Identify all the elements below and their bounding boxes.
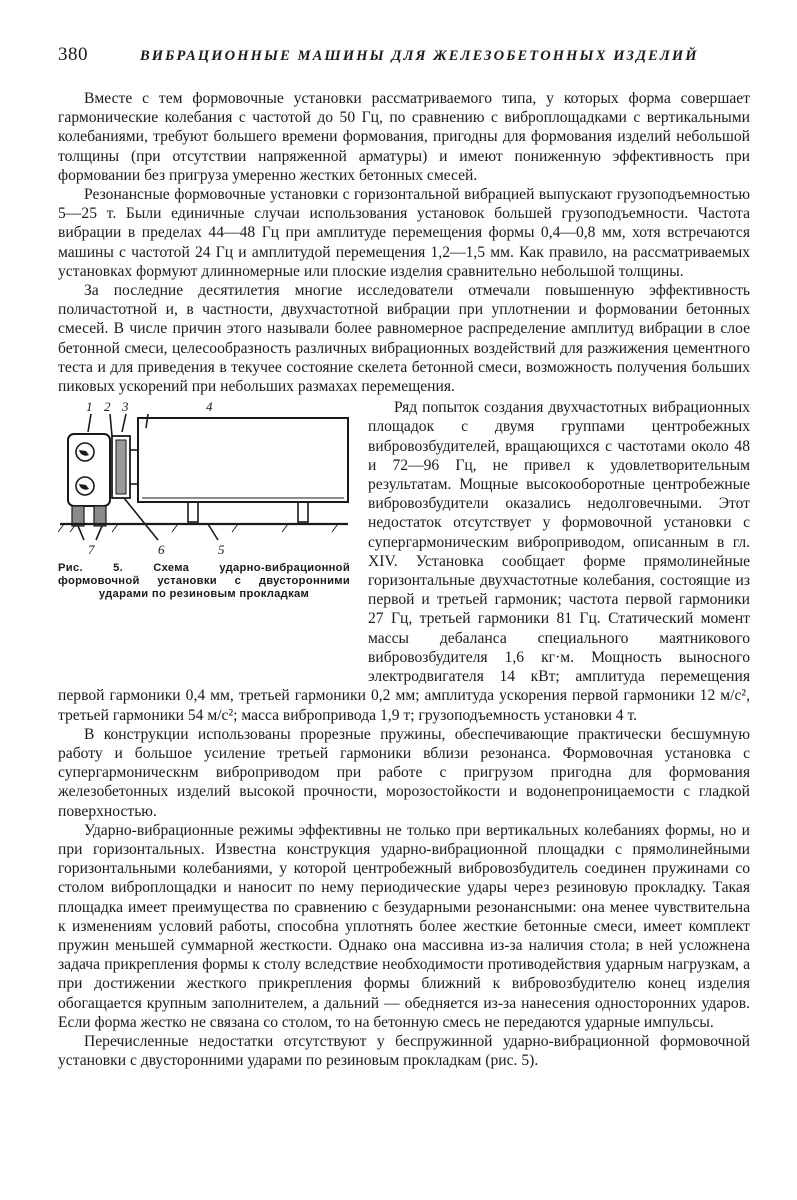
label-2: 2 xyxy=(104,400,111,415)
paragraph: Перечисленные недостатки отсутствуют у беспружинной ударно-вибрационной формовочной установки с двусторонними ударами по резиновым прокладкам (рис. 5). xyxy=(58,1032,750,1070)
label-7: 7 xyxy=(88,542,95,558)
page-number: 380 xyxy=(58,44,88,65)
paragraph: В конструкции использованы прорезные пружины, обеспечивающие практически бесшумную работу и большое усиление третьей гармоники вблизи резонанса. Формовочная установка с супергармоническнм виброприводом при работе с пригрузом пригодна для формования железобетонных изделий высокой прочности, морозостойкости и водонепроницаемости с гладкой поверхностью. xyxy=(58,725,750,820)
paragraph: За последние десятилетия многие исследователи отмечали повышенную эффективность поличастотной и, в частности, двухчастотной вибрации при уплотнении и формовании бетонных смесей. В числе причин этого называли более равномерное распределение амплитуд вибрации в слое бетонной смеси, целесообразность различных вибрационных воздействий для разжижения цементного теста и для приведения в текучее состояние скелета бетонной смеси, возможность получения больших пиковых ускорений при небольших размахах перемещения. xyxy=(58,282,750,396)
leader-line xyxy=(124,498,158,540)
paragraph: Ряд попыток создания двухчастотных вибрационных площадок с двумя группами центробежных вибровозбудителей, вращающихся с частотами около 48 и 72—96 Гц, не привел к удовлетворительным результатам. Мощные высокооборотные центробежные вибровозбудители оказались недолговечными. Этот недостаток отсутствует у формовочной установки с супергармоническим виброприводом, описанным в гл. XIV. Установка сообщает форме прямолинейные горизонтальные двухчастотные колебания, состоящие из первой и третьей гармоник; частота первой гармоники 27 Гц, третьей гармоники 81 Гц. Статический момент массы дебаланса специального маятникового вибровозбудителя 1,6 кг·м. Мощность выносного электродвигателя 14 кВт; амплитуда перемещения первой гармоники 0,4 мм, третьей гармоники 0,2 мм; амплитуда ускорения первой гармоники 12 м/с², третьей гармоники 54 м/с²; масса вибропривода 1,9 т; грузоподъемность установки 4 т. xyxy=(58,399,750,724)
leader-line xyxy=(122,414,126,432)
leader-line xyxy=(146,414,148,428)
leader-line xyxy=(208,524,218,540)
paragraph: Вместе с тем формовочные установки рассматриваемого типа, у которых форма совершает гармонические колебания с частотой до 50 Гц, по сравнению с виброплощадками с вертикальными колебаниями, требуют большего времени формования, пригодны для формования изделий небольшой толщины (при отсутствии напряженной арматуры) и имеют пониженную эффективность при формовании без пригруза умеренно жестких бетонных смесей. xyxy=(58,90,750,184)
vibration-unit-diagram xyxy=(58,400,350,560)
label-6: 6 xyxy=(158,542,165,558)
leader-line xyxy=(78,526,84,540)
figure-labels xyxy=(86,400,225,557)
paragraph: Ударно-вибрационные режимы эффективны не только при вертикальных колебаниях формы, но и при горизонтальных. Известна конструкция ударно-вибрационной площадки с прямолинейными горизонтальными колебаниями, у которой центробежный вибровозбудитель соединен пружинами со столом виброплощадки и наносит по нему периодические удары через резиновую прокладку. Такая площадка имеет преимущества по сравнению с безударными резонансными: она менее чувствительна к изменениям условий работы, способна уплотнять более жесткие бетонные смеси, имеет комплект пружин меньшей суммарной жесткости. Однако она массивна из-за наличия стола; в ней усложнена задача прикрепления формы к столу вследствие необходимости противодействия ударным нагрузкам, а при достижении жесткого прикрепления формы ближний к вибровозбудителю конец изделия обогащается крупным заполнителем, а дальний — обедняется из-за нанесения односторонних ударов. Если форма жестко не связана со столом, то на бетонную смесь не передаются ударные импульсы. xyxy=(58,821,750,1031)
support-leg xyxy=(298,502,308,522)
label-3: 3 xyxy=(122,400,129,415)
leader-line xyxy=(96,526,102,540)
label-4: 4 xyxy=(206,400,213,415)
leader-line xyxy=(88,414,91,432)
figure-caption: Рис. 5. Схема ударно-вибрационной формовочной установки с двусторонними ударами по резиновым прокладкам xyxy=(58,562,350,601)
figure-5 xyxy=(58,398,354,680)
support-leg xyxy=(188,502,198,522)
rubber-pad xyxy=(116,440,126,494)
label-5: 5 xyxy=(218,542,225,558)
form-body xyxy=(138,418,348,502)
body-text xyxy=(58,89,750,1070)
page-header xyxy=(58,44,748,74)
paragraph: Резонансные формовочные установки с горизонтальной вибрацией выпускают грузоподъемностью 5—25 т. Были единичные случаи использования установок большей грузоподъемности. Частота вибрации в пределах 44—48 Гц при амплитуде перемещения формы 0,4—0,8 мм, хотя встречаются машины с частотой 24 Гц и амплитудой перемещения 1,2—1,5 мм. Как правило, на рассматриваемых установках формуют длинномерные или плоские изделия сравнительно небольшой толщины. xyxy=(58,186,750,280)
leader-line xyxy=(110,414,112,436)
label-1: 1 xyxy=(86,400,93,415)
running-title: ВИБРАЦИОННЫЕ МАШИНЫ ДЛЯ ЖЕЛЕЗОБЕТОННЫХ ИЗДЕЛИЙ xyxy=(140,48,699,64)
